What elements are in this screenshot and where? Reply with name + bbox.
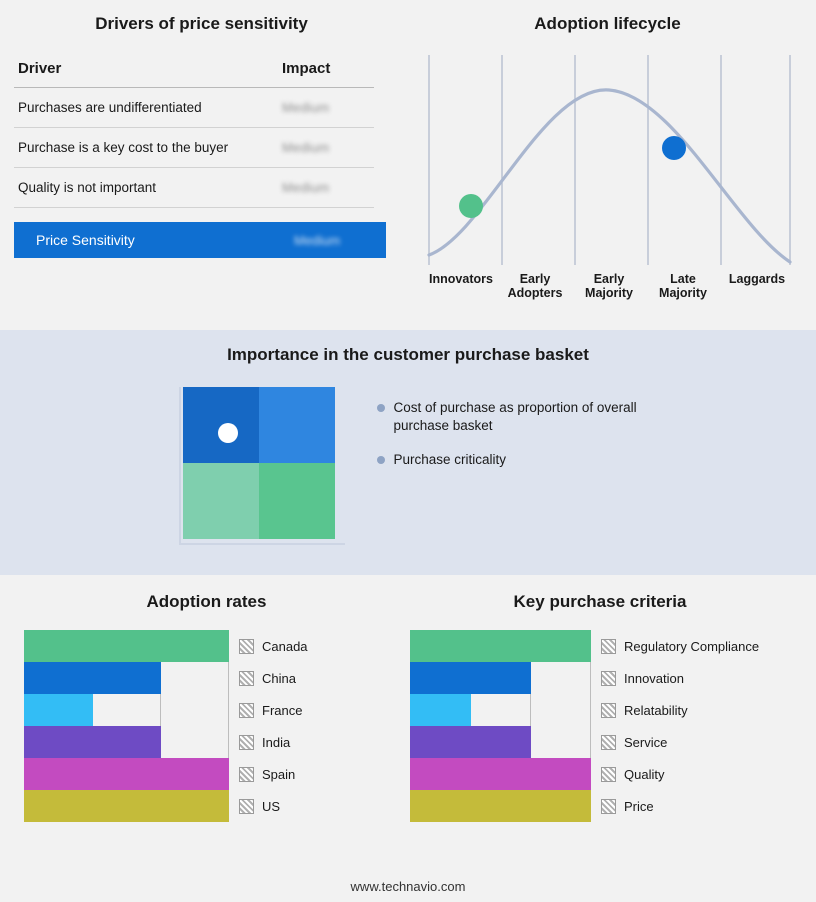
adoption-rates-panel [14, 592, 399, 822]
bar-france [24, 694, 93, 726]
bar-label-spain: Spain [229, 767, 295, 782]
hatch-swatch-icon [239, 671, 254, 686]
table-row [14, 88, 374, 128]
bar-row [410, 758, 800, 790]
bar-row [24, 726, 399, 758]
bar-row [410, 662, 800, 694]
bar-canada [24, 630, 229, 662]
bar-row [24, 694, 399, 726]
driver-name: Quality is not important [14, 168, 282, 208]
hatch-swatch-icon [601, 639, 616, 654]
drivers-title: Drivers of price sensitivity [95, 14, 308, 33]
hatch-swatch-icon [239, 639, 254, 654]
hatch-swatch-icon [601, 767, 616, 782]
bar-label-regulatory-compliance: Regulatory Compliance [591, 639, 759, 654]
lifecycle-title: Adoption lifecycle [534, 14, 681, 33]
key-purchase-criteria-title: Key purchase criteria [513, 592, 687, 611]
lifecycle-chart [424, 50, 794, 300]
bar-india [24, 726, 161, 758]
stage-label-innovators: Innovators [429, 272, 493, 286]
lifecycle-panel [410, 14, 805, 300]
quadrant-top-right [259, 387, 335, 463]
driver-name: Purchases are undifferentiated [14, 88, 282, 128]
quadrant-bottom-left [183, 463, 259, 539]
legend-label: Purchase criticality [393, 452, 507, 467]
legend-item [377, 451, 642, 469]
driver-name: Purchase is a key cost to the buyer [14, 128, 282, 168]
adoption-rates-title: Adoption rates [146, 592, 267, 611]
column-header-driver: Driver [14, 56, 282, 88]
bar-relatability [410, 694, 471, 726]
stage-label-early-adopters: Early Adopters [507, 272, 563, 300]
driver-impact: Medium [282, 180, 330, 195]
hatch-swatch-icon [601, 799, 616, 814]
hatch-swatch-icon [239, 799, 254, 814]
drivers-panel [14, 14, 389, 258]
price-sensitivity-label: Price Sensitivity [36, 232, 135, 248]
bar-label-relatability: Relatability [591, 703, 688, 718]
quadrant-grid [183, 387, 335, 539]
quadrant-y-axis [179, 387, 181, 545]
bar-label-canada: Canada [229, 639, 308, 654]
bar-label-china: China [229, 671, 296, 686]
driver-impact: Medium [282, 140, 330, 155]
key-purchase-criteria-panel [400, 592, 800, 822]
drivers-table [14, 56, 374, 208]
legend-item [377, 399, 642, 435]
bar-label-france: France [229, 703, 302, 718]
bar-label-us: US [229, 799, 280, 814]
table-row [14, 168, 374, 208]
quadrant-position-marker [218, 423, 238, 443]
bar-regulatory-compliance [410, 630, 591, 662]
lifecycle-curve-svg [424, 50, 794, 300]
bar-row [24, 662, 399, 694]
stage-label-laggards: Laggards [728, 272, 786, 286]
bar-label-india: India [229, 735, 290, 750]
basket-legend [377, 387, 642, 485]
bar-row [410, 694, 800, 726]
stage-label-late-majority: Late Majority [659, 272, 707, 300]
table-row [14, 128, 374, 168]
bar-label-innovation: Innovation [591, 671, 684, 686]
bar-quality [410, 758, 591, 790]
driver-impact: Medium [282, 100, 330, 115]
hatch-swatch-icon [239, 735, 254, 750]
bar-us [24, 790, 229, 822]
hatch-swatch-icon [601, 703, 616, 718]
bar-label-price: Price [591, 799, 654, 814]
bar-price [410, 790, 591, 822]
bullet-icon [377, 456, 385, 464]
bar-label-service: Service [591, 735, 667, 750]
bar-row [410, 630, 800, 662]
basket-quadrant-chart [175, 387, 343, 547]
price-sensitivity-value: Medium [294, 232, 341, 248]
quadrant-x-axis [179, 543, 345, 545]
bar-service [410, 726, 531, 758]
basket-title: Importance in the customer purchase basket [227, 345, 589, 364]
hatch-swatch-icon [601, 735, 616, 750]
bar-row [24, 630, 399, 662]
marker-innovators [459, 194, 483, 218]
bar-row [24, 790, 399, 822]
hatch-swatch-icon [601, 671, 616, 686]
bar-label-quality: Quality [591, 767, 664, 782]
price-sensitivity-summary [14, 222, 386, 258]
column-header-impact: Impact [282, 56, 374, 88]
lifecycle-stage-labels [424, 272, 794, 300]
stage-label-early-majority: Early Majority [585, 272, 633, 300]
legend-label: Cost of purchase as proportion of overall purchase basket [393, 400, 637, 433]
hatch-swatch-icon [239, 703, 254, 718]
key-purchase-criteria-chart [410, 630, 800, 822]
marker-late-majority [662, 136, 686, 160]
bar-spain [24, 758, 229, 790]
quadrant-bottom-right [259, 463, 335, 539]
adoption-rates-chart [24, 630, 399, 822]
bar-row [410, 790, 800, 822]
hatch-swatch-icon [239, 767, 254, 782]
bullet-icon [377, 404, 385, 412]
bar-row [410, 726, 800, 758]
bar-innovation [410, 662, 531, 694]
footer-watermark: www.technavio.com [350, 879, 466, 894]
basket-panel [0, 345, 816, 547]
bar-china [24, 662, 161, 694]
bar-row [24, 758, 399, 790]
table-header-row [14, 56, 374, 88]
